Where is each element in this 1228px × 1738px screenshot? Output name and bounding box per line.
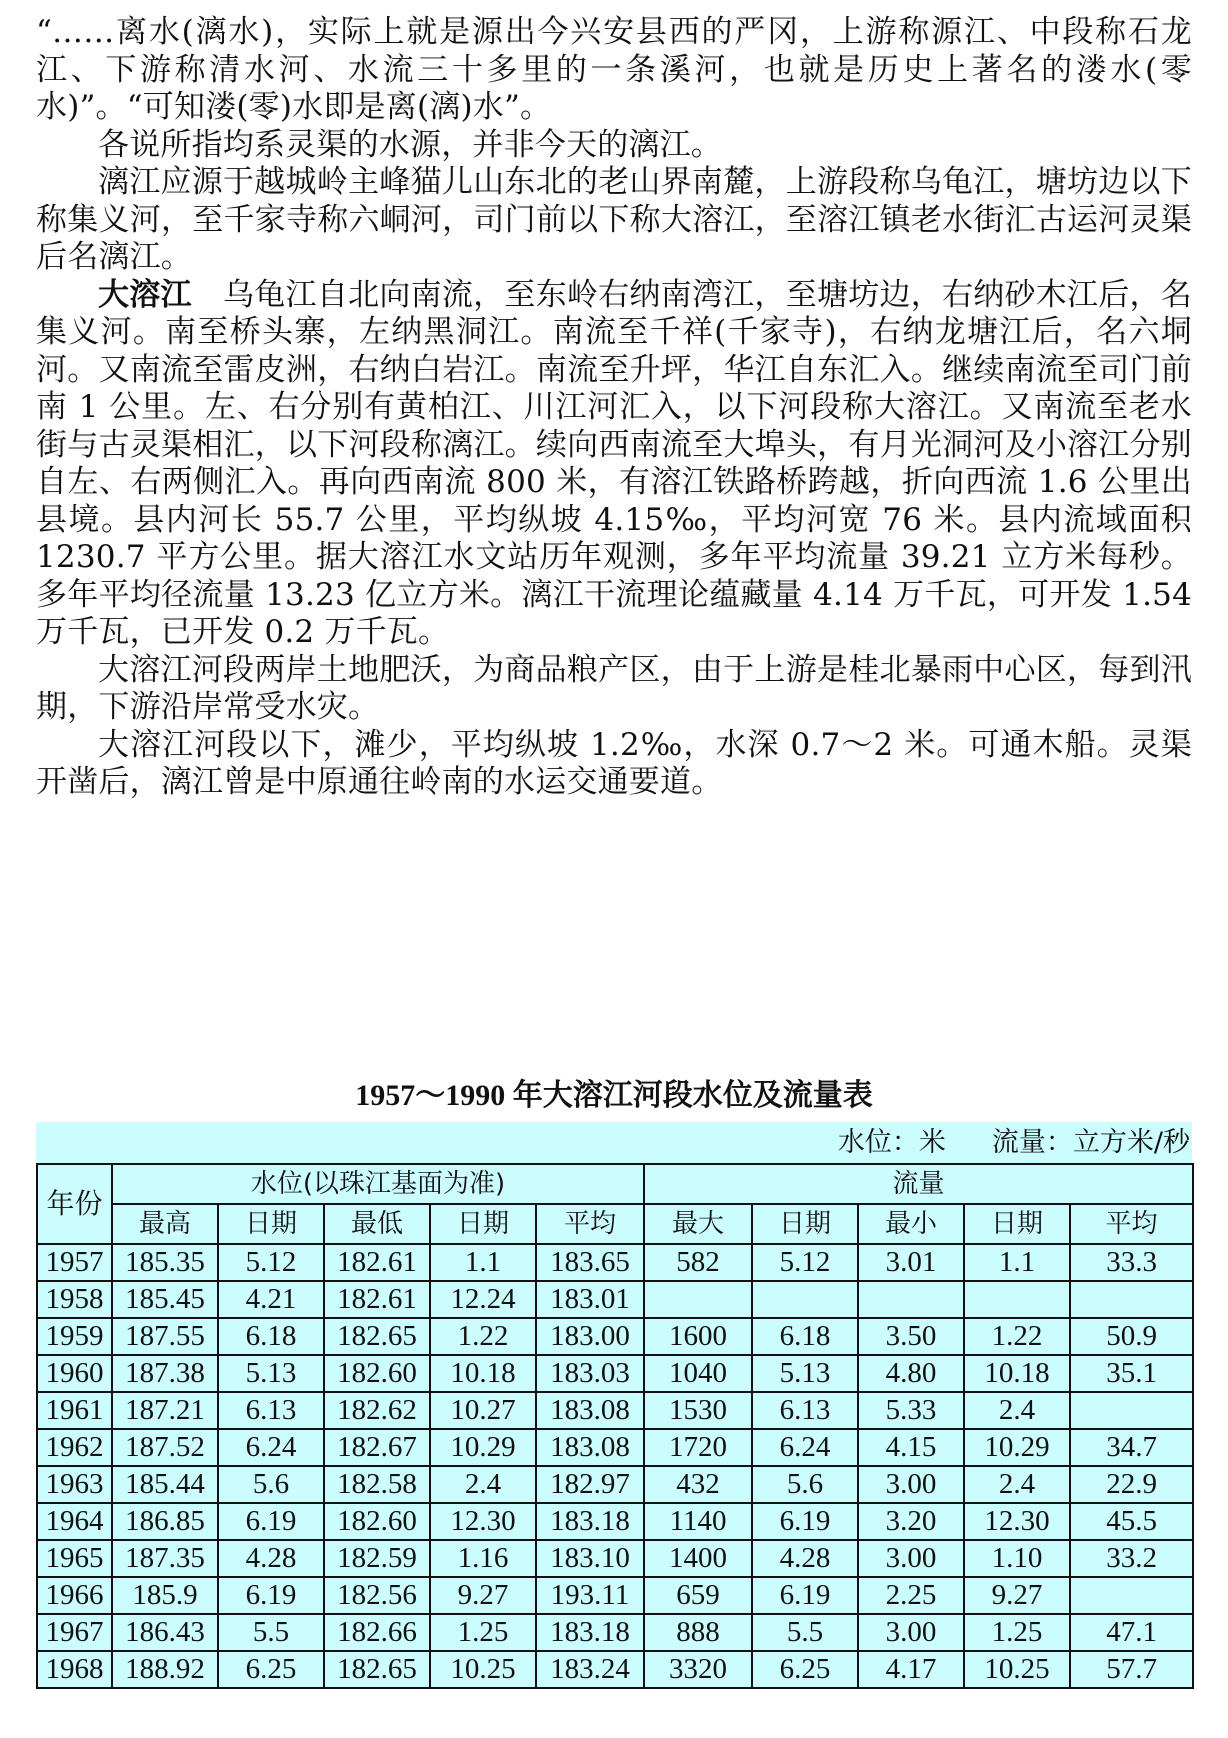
cell: 47.1	[1070, 1614, 1193, 1651]
cell: 4.28	[752, 1540, 858, 1577]
cell: 4.15	[858, 1429, 964, 1466]
units-water-level: 水位：米	[837, 1127, 946, 1158]
paragraph-quote: “……离水(漓水)，实际上就是源出今兴安县西的严冈，上游称源江、中段称石龙江、下游称清水河、水流三十多里的一条溪河，也就是历史上著名的溇水(零水)”。“可知溇(零)水即是离(漓)水”。	[36, 14, 1192, 125]
cell: 10.29	[964, 1429, 1070, 1466]
cell: 187.38	[112, 1355, 218, 1392]
cell: 5.13	[752, 1355, 858, 1392]
cell: 10.18	[430, 1355, 536, 1392]
cell: 182.61	[324, 1281, 430, 1318]
cell: 182.60	[324, 1355, 430, 1392]
cell: 57.7	[1070, 1651, 1193, 1688]
cell: 4.17	[858, 1651, 964, 1688]
cell: 22.9	[1070, 1466, 1193, 1503]
cell: 182.66	[324, 1614, 430, 1651]
cell: 10.25	[964, 1651, 1070, 1688]
cell: 3.00	[858, 1466, 964, 1503]
cell-year: 1959	[37, 1318, 112, 1355]
header-min-level: 最低	[324, 1204, 430, 1244]
cell: 6.25	[218, 1651, 324, 1688]
cell: 182.58	[324, 1466, 430, 1503]
header-row-columns	[37, 1204, 1193, 1244]
table-row	[37, 1355, 1193, 1392]
data-table	[36, 1163, 1194, 1689]
cell: 182.61	[324, 1244, 430, 1281]
header-row-group	[37, 1164, 1193, 1204]
table-row	[37, 1392, 1193, 1429]
table-row	[37, 1244, 1193, 1281]
cell-year: 1967	[37, 1614, 112, 1651]
cell: 1530	[644, 1392, 752, 1429]
cell: 186.85	[112, 1503, 218, 1540]
table-row	[37, 1540, 1193, 1577]
cell: 33.3	[1070, 1244, 1193, 1281]
hydrology-table	[36, 1122, 1192, 1689]
cell: 6.19	[752, 1577, 858, 1614]
header-max-flow-date: 日期	[752, 1204, 858, 1244]
cell: 183.65	[536, 1244, 644, 1281]
cell: 6.18	[218, 1318, 324, 1355]
cell: 188.92	[112, 1651, 218, 1688]
cell: 186.43	[112, 1614, 218, 1651]
header-flow-group: 流量	[644, 1164, 1193, 1204]
cell: 182.56	[324, 1577, 430, 1614]
document-body	[36, 14, 1192, 802]
cell: 5.13	[218, 1355, 324, 1392]
cell: 182.65	[324, 1651, 430, 1688]
cell: 5.33	[858, 1392, 964, 1429]
cell-year: 1965	[37, 1540, 112, 1577]
header-min-level-date: 日期	[430, 1204, 536, 1244]
cell: 5.5	[752, 1614, 858, 1651]
cell: 185.44	[112, 1466, 218, 1503]
cell: 1.1	[964, 1244, 1070, 1281]
cell: 6.18	[752, 1318, 858, 1355]
cell: 182.60	[324, 1503, 430, 1540]
cell-year: 1962	[37, 1429, 112, 1466]
header-min-flow-date: 日期	[964, 1204, 1070, 1244]
cell: 183.01	[536, 1281, 644, 1318]
cell: 1400	[644, 1540, 752, 1577]
header-min-flow: 最小	[858, 1204, 964, 1244]
cell: 659	[644, 1577, 752, 1614]
cell: 9.27	[430, 1577, 536, 1614]
paragraph-darongjiang	[36, 277, 1192, 652]
cell: 10.25	[430, 1651, 536, 1688]
units-note	[36, 1122, 1192, 1163]
cell: 582	[644, 1244, 752, 1281]
cell: 1.16	[430, 1540, 536, 1577]
units-flow: 流量：立方米/秒	[991, 1127, 1190, 1158]
cell: 1.25	[430, 1614, 536, 1651]
cell: 3.01	[858, 1244, 964, 1281]
cell: 12.24	[430, 1281, 536, 1318]
cell: 4.21	[218, 1281, 324, 1318]
cell: 5.5	[218, 1614, 324, 1651]
cell: 6.13	[218, 1392, 324, 1429]
cell: 1.22	[964, 1318, 1070, 1355]
cell: 183.18	[536, 1614, 644, 1651]
cell-year: 1966	[37, 1577, 112, 1614]
header-avg-level: 平均	[536, 1204, 644, 1244]
cell: 182.97	[536, 1466, 644, 1503]
cell: 10.29	[430, 1429, 536, 1466]
cell: 1.10	[964, 1540, 1070, 1577]
header-max-flow: 最大	[644, 1204, 752, 1244]
header-year: 年份	[37, 1164, 112, 1244]
paragraph-darongjiang-text: 乌龟江自北向南流，至东岭右纳南湾江，至塘坊边，右纳砂木江后，名集义河。南至桥头寨，左纳黑洞江。南流至千祥(千家寺)，右纳龙塘江后，名六垌河。又南流至雷皮洲，右纳白岩江。南流至升坪，华江自东汇入。继续南流至司门前南 1 公里。左、右分别有黄柏江、川江河汇入，以下河段称大溶江。又南流至老水街与古灵渠相汇，以下河段称漓江。续向西南流至大埠头，有月光洞河及小溶江分别自左、右两侧汇入。再向西南流 800 米，有溶江铁路桥跨越，折向西流 1.6 公里出县境。县内河长 55.7 公里，平均纵坡 4.15‰，平均河宽 76 米。县内流域面积 1230.7 平方公里。据大溶江水文站历年观测，多年平均流量 39.21 立方米每秒。多年平均径流量 13.23 亿立方米。漓江干流理论蕴藏量 4.14 万千瓦，可开发 1.54 万千瓦，已开发 0.2 万千瓦。	[36, 276, 1192, 650]
cell: 6.24	[218, 1429, 324, 1466]
cell: 182.59	[324, 1540, 430, 1577]
table-row	[37, 1466, 1193, 1503]
header-max-level: 最高	[112, 1204, 218, 1244]
cell: 1.25	[964, 1614, 1070, 1651]
cell-year: 1957	[37, 1244, 112, 1281]
cell: 10.27	[430, 1392, 536, 1429]
cell	[858, 1281, 964, 1318]
cell: 185.9	[112, 1577, 218, 1614]
cell: 34.7	[1070, 1429, 1193, 1466]
cell: 5.12	[218, 1244, 324, 1281]
cell-year: 1968	[37, 1651, 112, 1688]
cell: 3.00	[858, 1540, 964, 1577]
cell-year: 1960	[37, 1355, 112, 1392]
cell	[644, 1281, 752, 1318]
cell: 4.28	[218, 1540, 324, 1577]
cell: 1720	[644, 1429, 752, 1466]
table-body	[37, 1244, 1193, 1688]
cell: 432	[644, 1466, 752, 1503]
cell: 1600	[644, 1318, 752, 1355]
cell: 187.21	[112, 1392, 218, 1429]
cell	[1070, 1281, 1193, 1318]
cell: 193.11	[536, 1577, 644, 1614]
cell: 2.4	[430, 1466, 536, 1503]
table-row	[37, 1429, 1193, 1466]
cell: 183.10	[536, 1540, 644, 1577]
cell: 50.9	[1070, 1318, 1193, 1355]
cell: 2.25	[858, 1577, 964, 1614]
cell: 182.67	[324, 1429, 430, 1466]
paragraph-water-source: 各说所指均系灵渠的水源，并非今天的漓江。	[98, 126, 722, 163]
cell	[752, 1281, 858, 1318]
cell: 183.24	[536, 1651, 644, 1688]
table-title: 1957～1990 年大溶江河段水位及流量表	[355, 1079, 873, 1112]
cell-year: 1958	[37, 1281, 112, 1318]
cell: 187.55	[112, 1318, 218, 1355]
cell: 183.03	[536, 1355, 644, 1392]
cell: 45.5	[1070, 1503, 1193, 1540]
section-term: 大溶江	[98, 276, 192, 313]
cell: 4.80	[858, 1355, 964, 1392]
cell: 185.45	[112, 1281, 218, 1318]
table-row	[37, 1577, 1193, 1614]
header-avg-flow: 平均	[1070, 1204, 1193, 1244]
cell: 5.6	[752, 1466, 858, 1503]
cell-year: 1963	[37, 1466, 112, 1503]
cell: 10.18	[964, 1355, 1070, 1392]
cell: 6.24	[752, 1429, 858, 1466]
cell: 183.08	[536, 1392, 644, 1429]
cell: 1140	[644, 1503, 752, 1540]
paragraph-flood: 大溶江河段两岸土地肥沃，为商品粮产区，由于上游是桂北暴雨中心区，每到汛期，下游沿岸常受水灾。	[36, 651, 1192, 725]
table-row	[37, 1651, 1193, 1688]
cell: 2.4	[964, 1466, 1070, 1503]
cell: 2.4	[964, 1392, 1070, 1429]
cell: 33.2	[1070, 1540, 1193, 1577]
paragraph-li-river-origin: 漓江应源于越城岭主峰猫儿山东北的老山界南麓，上游段称乌龟江，塘坊边以下称集义河，至千家寺称六峒河，司门前以下称大溶江，至溶江镇老水街汇古运河灵渠后名漓江。	[36, 164, 1192, 275]
cell: 3.00	[858, 1614, 964, 1651]
cell-year: 1961	[37, 1392, 112, 1429]
header-max-level-date: 日期	[218, 1204, 324, 1244]
cell: 9.27	[964, 1577, 1070, 1614]
cell: 183.18	[536, 1503, 644, 1540]
header-water-level-group: 水位(以珠江基面为准)	[112, 1164, 644, 1204]
table-row	[37, 1281, 1193, 1318]
cell: 183.08	[536, 1429, 644, 1466]
table-row	[37, 1318, 1193, 1355]
cell: 187.35	[112, 1540, 218, 1577]
cell: 888	[644, 1614, 752, 1651]
cell-year: 1964	[37, 1503, 112, 1540]
cell: 187.52	[112, 1429, 218, 1466]
cell: 183.00	[536, 1318, 644, 1355]
cell: 6.25	[752, 1651, 858, 1688]
cell: 35.1	[1070, 1355, 1193, 1392]
cell: 1040	[644, 1355, 752, 1392]
cell: 12.30	[964, 1503, 1070, 1540]
cell: 182.65	[324, 1318, 430, 1355]
cell: 6.19	[752, 1503, 858, 1540]
cell	[1070, 1577, 1193, 1614]
cell: 1.1	[430, 1244, 536, 1281]
cell	[1070, 1392, 1193, 1429]
cell: 5.6	[218, 1466, 324, 1503]
cell: 3.20	[858, 1503, 964, 1540]
table-row	[37, 1614, 1193, 1651]
cell	[964, 1281, 1070, 1318]
cell: 6.19	[218, 1503, 324, 1540]
cell: 5.12	[752, 1244, 858, 1281]
cell: 3.50	[858, 1318, 964, 1355]
paragraph-navigation: 大溶江河段以下，滩少，平均纵坡 1.2‰，水深 0.7～2 米。可通木船。灵渠开凿后，漓江曾是中原通往岭南的水运交通要道。	[36, 726, 1192, 800]
table-row	[37, 1503, 1193, 1540]
cell: 6.19	[218, 1577, 324, 1614]
cell: 182.62	[324, 1392, 430, 1429]
cell: 3320	[644, 1651, 752, 1688]
cell: 6.13	[752, 1392, 858, 1429]
cell: 1.22	[430, 1318, 536, 1355]
cell: 12.30	[430, 1503, 536, 1540]
cell: 185.35	[112, 1244, 218, 1281]
